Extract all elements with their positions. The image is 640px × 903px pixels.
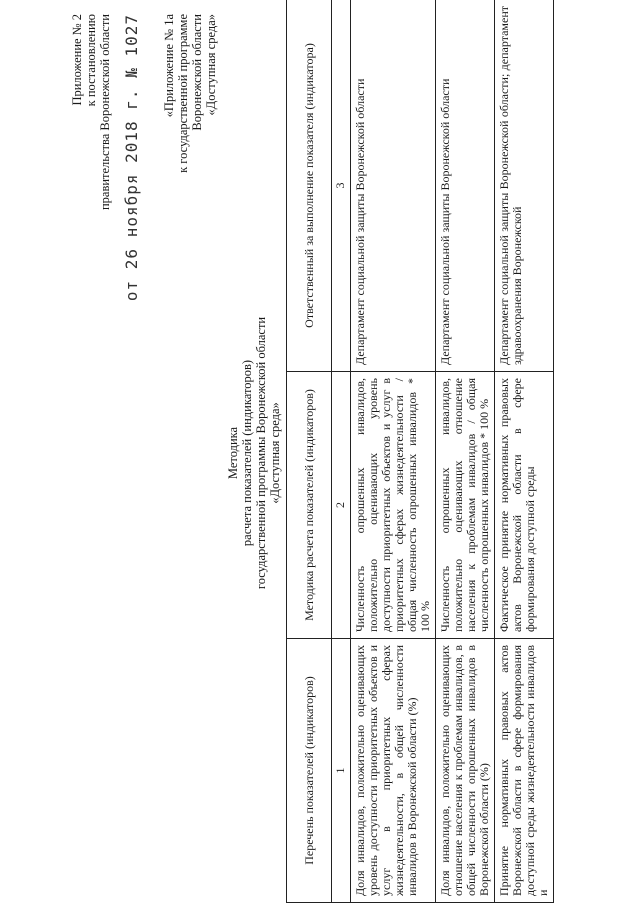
table-row: [436, 0, 495, 903]
responsible-cell: Департамент социальной защиты Воронежской области; департамент здравоохранения Воронежской: [495, 0, 554, 372]
appendix-line: Приложение № 2: [70, 14, 84, 106]
indicator-cell: Принятие нормативных правовых актов Воронежской области в сфере формирования доступной среды жизнедеятельности инвалидов и: [495, 639, 554, 903]
column-number: 2: [332, 372, 351, 639]
indicators-table: [286, 0, 554, 903]
title-line: «Доступная среда»: [268, 402, 282, 504]
header-responsible: Ответственный за выполнение показателя (индикатора): [287, 0, 332, 372]
annex-line: «Доступная среда»: [204, 14, 218, 116]
responsible-cell: Департамент социальной защиты Воронежской области: [351, 0, 436, 372]
annex-header: [162, 14, 218, 274]
appendix-line: к постановлению: [84, 14, 98, 107]
method-cell: Численность опрошенных инвалидов, положительно оценивающих отношение населения к проблемам инвалидов / общая численность опрошенных инвалидов * 100 %: [436, 372, 495, 639]
annex-line: «Приложение № 1а: [162, 14, 176, 118]
annex-line: к государственной программе: [176, 14, 190, 173]
indicator-cell: Доля инвалидов, положительно оценивающих уровень доступности приоритетных объектов и услуг в приоритетных сферах жизнедеятельности, в общей численности инвалидов в Воронежской области (%): [351, 639, 436, 903]
title-line: государственной программы Воронежской области: [254, 316, 268, 590]
indicator-cell: Доля инвалидов, положительно оценивающих отношение населения к проблемам инвалидов, в общей численности опрошенных инвалидов в Воронежской области (%): [436, 639, 495, 903]
appendix-line: правительства Воронежской области: [98, 14, 112, 211]
table-header-row: [287, 0, 332, 903]
column-number: 1: [332, 639, 351, 903]
annex-line: Воронежской области: [190, 14, 204, 131]
document-title: [226, 243, 282, 663]
title-line: расчета показателей (индикаторов): [240, 359, 254, 547]
table-row: [495, 0, 554, 903]
title-line: Методика: [226, 426, 240, 480]
resolution-date-stamp: от 26 ноября 2018 г. № 1027: [122, 14, 141, 302]
table-row: [351, 0, 436, 903]
column-number-row: [332, 0, 351, 903]
appendix-header: [70, 14, 112, 274]
header-indicators: Перечень показателей (индикаторов): [287, 639, 332, 903]
method-cell: Численность опрошенных инвалидов, положительно оценивающих уровень доступности приоритетных объектов и услуг в приоритетных сферах жизнедеятельности / общая численность опрошенных инвалидов * 100 %: [351, 372, 436, 639]
responsible-cell: Департамент социальной защиты Воронежской области: [436, 0, 495, 372]
header-method: Методика расчета показателей (индикаторов): [287, 372, 332, 639]
method-cell: Фактическое принятие нормативных правовых актов Воронежской области в сфере формирования доступной среды: [495, 372, 554, 639]
column-number: 3: [332, 0, 351, 372]
